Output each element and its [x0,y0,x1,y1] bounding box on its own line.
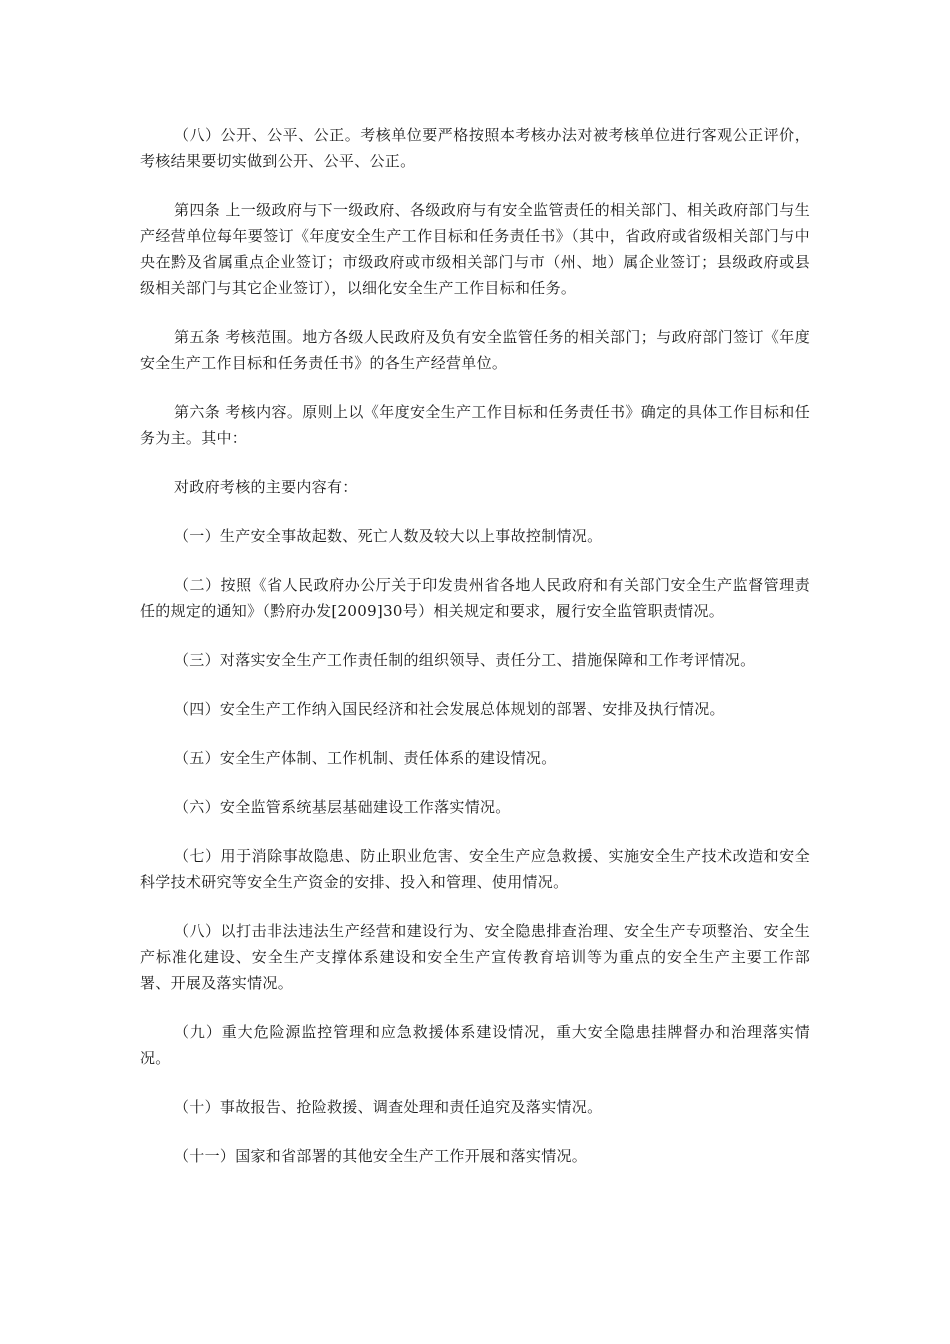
paragraph-article-4: 第四条 上一级政府与下一级政府、各级政府与有安全监管责任的相关部门、相关政府部门与生产经营单位每年要签订《年度安全生产工作目标和任务责任书》（其中，省政府或省级相关部门与中央在黔及省属重点企业签订；市级政府或市级相关部门与市（州、地）属企业签订；县级政府或县级相关部门与其它企业签订），以细化安全生产工作目标和任务。 [140,201,810,297]
list-item-2: （二）按照《省人民政府办公厅关于印发贵州省各地人民政府和有关部门安全生产监督管理责任的规定的通知》（黔府办发[2009]30号）相关规定和要求，履行安全监管职责情况。 [140,576,810,620]
list-item-4: （四）安全生产工作纳入国民经济和社会发展总体规划的部署、安排及执行情况。 [174,700,725,718]
list-item-6: （六）安全监管系统基层基础建设工作落实情况。 [174,798,511,816]
list-item-5: （五）安全生产体制、工作机制、责任体系的建设情况。 [174,749,557,767]
list-item-1: （一）生产安全事故起数、死亡人数及较大以上事故控制情况。 [174,527,603,545]
paragraph-article-5: 第五条 考核范围。地方各级人民政府及负有安全监管任务的相关部门；与政府部门签订《年度安全生产工作目标和任务责任书》的各生产经营单位。 [140,328,810,372]
list-item-3: （三）对落实安全生产工作责任制的组织领导、责任分工、措施保障和工作考评情况。 [174,651,756,669]
list-item-8: （八）以打击非法违法生产经营和建设行为、安全隐患排查治理、安全生产专项整治、安全生产标准化建设、安全生产支撑体系建设和安全生产宣传教育培训等为重点的安全生产主要工作部署、开展及落实情况。 [140,922,810,992]
paragraph-article-6: 第六条 考核内容。原则上以《年度安全生产工作目标和任务责任书》确定的具体工作目标和任务为主。其中： [140,403,810,447]
document-body [140,122,810,1192]
paragraph-principle-8: （八）公开、公平、公正。考核单位要严格按照本考核办法对被考核单位进行客观公正评价，考核结果要切实做到公开、公平、公正。 [140,126,810,170]
list-item-9: （九）重大危险源监控管理和应急救援体系建设情况，重大安全隐患挂牌督办和治理落实情况。 [140,1023,810,1067]
paragraph-government-intro: 对政府考核的主要内容有： [174,478,358,496]
list-item-10: （十）事故报告、抢险救援、调查处理和责任追究及落实情况。 [174,1098,603,1116]
list-item-11: （十一）国家和省部署的其他安全生产工作开展和落实情况。 [174,1147,588,1165]
list-item-7: （七）用于消除事故隐患、防止职业危害、安全生产应急救援、实施安全生产技术改造和安全科学技术研究等安全生产资金的安排、投入和管理、使用情况。 [140,847,810,891]
